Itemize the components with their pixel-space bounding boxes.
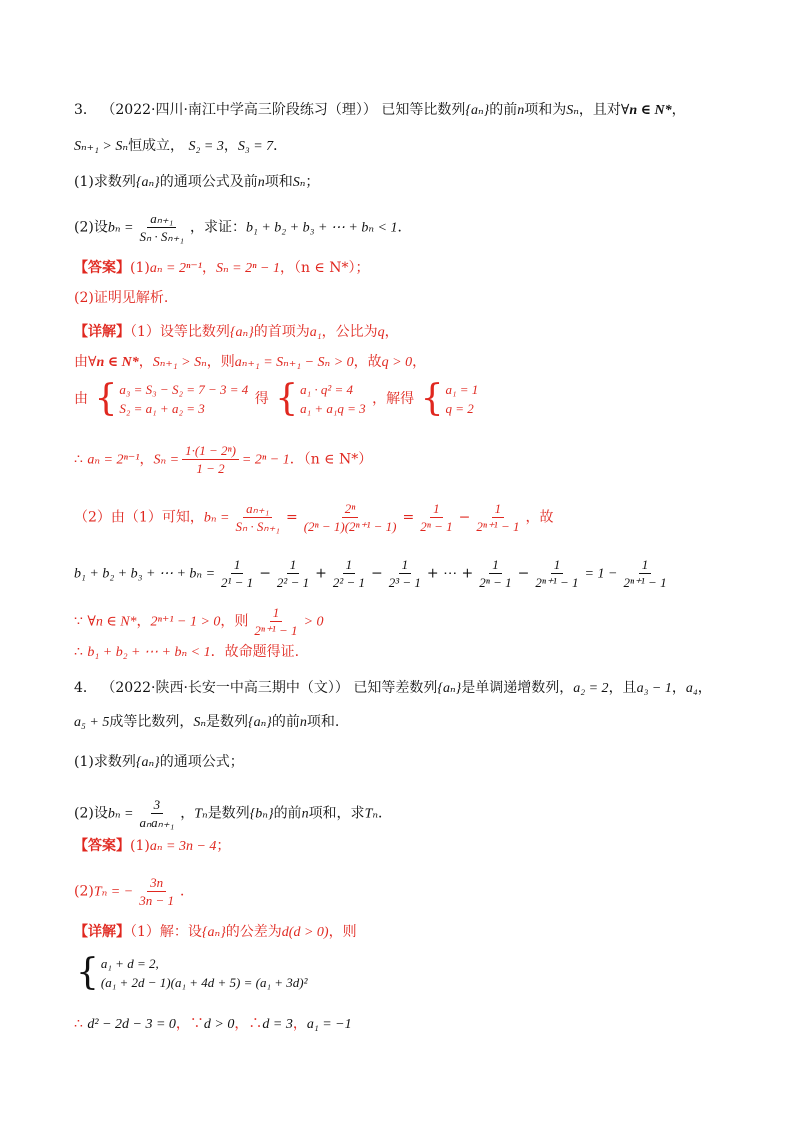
frac <box>473 500 522 535</box>
brace: { <box>76 952 99 993</box>
frac-den: 2² − 1 <box>332 575 365 590</box>
frac-num: aₙ₊₁ <box>147 210 176 228</box>
q3-math: b₁ + b₂ + b₃ + ⋯ + bₙ < 1 <box>245 220 398 236</box>
frac-num: 1 <box>343 556 356 574</box>
frac <box>417 500 455 535</box>
q3-text: ，故 <box>525 509 554 526</box>
q3-text: = <box>285 509 298 526</box>
q3-number: 3． <box>74 102 97 118</box>
q4-part-label: (1) <box>74 754 94 770</box>
sys-row: a₁ + d = 2, <box>100 956 159 971</box>
q3-math: n ∈ N* <box>629 103 672 118</box>
frac-den: 2ⁿ⁺¹ − 1 <box>476 519 520 534</box>
q3-text: ， <box>136 613 151 630</box>
q4-text: 是单调递增数列， <box>461 680 574 696</box>
q3-source: （2022·四川·南江中学高三阶段练习（理）） <box>101 102 377 118</box>
q3-math: = 2ⁿ − 1 <box>241 452 290 468</box>
q4-math: n <box>299 715 307 730</box>
answer-label: 【答案】 <box>74 260 130 276</box>
frac <box>251 604 300 639</box>
q3-text: ， <box>412 354 427 370</box>
q4-number: 4． <box>74 680 97 696</box>
frac <box>532 556 581 591</box>
q4-text: 是数列 <box>206 714 249 730</box>
q4-math: {aₙ} <box>135 755 160 770</box>
q4-text: ， <box>671 680 686 696</box>
q3-detail5 <box>74 500 553 535</box>
q3-text: ．故命题得证. <box>210 644 300 660</box>
q3-detail7 <box>74 604 324 639</box>
q4-bn-fraction <box>136 796 177 831</box>
frac-num: 1 <box>399 556 412 574</box>
q4-source: （2022·陕西·长安一中高三期中（文）） <box>101 680 349 696</box>
answer-label: 【答案】 <box>74 838 130 854</box>
q3-text: 项和为 <box>524 102 567 118</box>
q4-text: ，∴ <box>234 1016 263 1032</box>
sys-row: a₁ · q² = 4 <box>300 382 354 397</box>
frac-den: 2ⁿ⁺¹ − 1 <box>623 575 667 590</box>
q4-math: bₙ = <box>107 806 134 822</box>
q3-math: = 1 − <box>584 566 618 582</box>
q3-stem-line1 <box>74 100 686 121</box>
q3-math: ∀n ∈ N* <box>87 614 137 630</box>
q4-math: d(d > 0) <box>281 925 329 940</box>
because-symbol: ∵ <box>74 613 83 630</box>
q4-answer2 <box>74 874 194 909</box>
q4-text: 项和. <box>306 714 340 730</box>
q4-math: d² − 2d − 3 = 0 <box>87 1017 176 1032</box>
q4-math: Tₙ <box>194 806 208 822</box>
q3-text: ， <box>201 260 216 276</box>
q4-text: 成等比数列， <box>109 714 194 730</box>
q4-text: （1）解：设 <box>130 924 202 940</box>
q3-detail8 <box>74 642 299 663</box>
q4-math: d > 0 <box>203 1017 235 1032</box>
q4-Tn-fraction <box>136 874 177 909</box>
q4-text: ，且 <box>608 680 637 696</box>
q3-text: 的首项为 <box>253 324 310 340</box>
q3-stem-line2 <box>74 136 287 157</box>
q3-math: 2ⁿ⁺¹ − 1 > 0 <box>150 614 221 630</box>
q3-text: = <box>402 509 415 526</box>
q4-text: ． <box>179 883 194 900</box>
q3-math: aₙ = 2ⁿ⁻¹ <box>149 261 202 276</box>
q3-part2 <box>74 210 411 245</box>
q4-math: d = 3 <box>262 1017 293 1032</box>
q3-math: b₁ + b₂ + ⋯ + bₙ < 1 <box>87 645 211 660</box>
q3-math: > 0 <box>303 614 324 630</box>
q3-math: Sₙ = 2ⁿ − 1 <box>215 261 280 276</box>
brace: { <box>420 378 444 419</box>
q3-detail1 <box>74 322 399 343</box>
q3-math: n <box>257 175 265 190</box>
q4-math: {bₙ} <box>249 806 274 822</box>
q3-text: (1) <box>130 260 150 276</box>
q4-math: a₂ = 2 <box>573 681 609 696</box>
therefore-symbol: ∴ <box>74 1016 83 1032</box>
q3-text: + ⋯ + <box>426 565 474 582</box>
q4-text: ， <box>180 805 195 822</box>
frac-num: 3 <box>151 796 164 814</box>
q4-detail1 <box>74 922 357 943</box>
q3-text: ． <box>273 138 288 154</box>
brace: { <box>275 378 299 419</box>
q3-text: ，（n ∈ N*）； <box>279 260 370 276</box>
q4-text: ， <box>697 680 712 696</box>
q4-answer1 <box>74 836 230 857</box>
sys-row: a₁ = 1 <box>445 382 479 397</box>
frac <box>620 556 669 591</box>
frac-den: 2³ − 1 <box>388 575 421 590</box>
q3-text: ，公比为 <box>321 324 378 340</box>
q4-detail2 <box>74 1014 352 1035</box>
q3-math: bₙ = <box>203 510 230 526</box>
q4-text: ． <box>378 805 393 822</box>
q4-text: ，∵ <box>175 1016 204 1032</box>
frac-den: 2ⁿ⁺¹ − 1 <box>254 623 298 638</box>
q3-text: ，求证： <box>189 219 246 236</box>
q3-detail4 <box>74 442 372 477</box>
frac <box>330 556 368 591</box>
frac-num: 1·(1 − 2ⁿ) <box>182 442 239 460</box>
frac-num: aₙ₊₁ <box>243 500 272 518</box>
q3-text: − <box>371 565 383 582</box>
q3-text: ， <box>138 354 153 370</box>
q3-math: q <box>377 325 385 340</box>
frac-den: 1 − 2 <box>196 461 225 476</box>
q3-math: Sₙ₊₁ > Sₙ <box>74 139 129 154</box>
q4-math: Tₙ = − <box>93 884 134 900</box>
q3-math: aₙ = 2ⁿ⁻¹ <box>87 452 140 468</box>
q3-text: ，故 <box>353 354 382 370</box>
q4-part-label: (2) <box>74 805 94 822</box>
q3-math: Sₙ <box>566 103 579 118</box>
sys-row: a₃ = S₃ − S₂ = 7 − 3 = 4 <box>119 382 249 397</box>
q3-answer2 <box>74 288 168 308</box>
q4-math: n <box>301 806 309 822</box>
frac-num: 1 <box>639 556 652 574</box>
q3-part-label: (1) <box>74 174 94 190</box>
q4-text: 的前 <box>273 805 302 822</box>
q4-math: aₙ = 3n − 4 <box>149 839 217 854</box>
q3-text: ， <box>671 102 686 118</box>
q3-text: − <box>517 565 530 582</box>
sys-row: S₂ = a₁ + a₂ = 3 <box>119 401 205 416</box>
frac <box>301 500 400 535</box>
q4-text: (2) <box>74 883 94 900</box>
frac-den: 2ⁿ − 1 <box>479 575 512 590</box>
frac-num: 1 <box>270 604 283 622</box>
q4-stem-line2 <box>74 712 339 733</box>
q4-text: ，则 <box>328 924 357 940</box>
q4-math: a₃ − 1 <box>636 681 672 696</box>
q3-text: 已知等比数列 <box>381 102 466 118</box>
q3-text: ， <box>384 324 399 340</box>
q3-math: Sₙ = <box>153 452 180 468</box>
q4-math: {aₙ} <box>201 925 226 940</box>
q4-math: a₅ + 5 <box>74 715 110 730</box>
q3-math: Sₙ <box>292 175 306 190</box>
q3-text: ， <box>139 451 154 468</box>
q3-math: {aₙ} <box>465 103 490 118</box>
q3-math: S₃ = 7 <box>237 139 274 154</box>
sys-row: q = 2 <box>445 401 474 416</box>
frac-num: 2ⁿ <box>342 500 359 518</box>
q4-text: 的前 <box>271 714 300 730</box>
frac <box>232 500 283 535</box>
q3-text: 的前 <box>489 102 518 118</box>
frac-num: 1 <box>430 500 443 518</box>
q3-text: （1）设等比数列 <box>130 324 230 340</box>
therefore-symbol: ∴ <box>74 451 83 468</box>
q4-text: 求数列 <box>93 754 136 770</box>
q4-equation-system <box>76 954 307 992</box>
q3-text: ． <box>397 219 412 236</box>
q3-text: ； <box>305 174 320 190</box>
detail-label: 【详解】 <box>74 924 130 940</box>
q4-text: 的通项公式； <box>159 754 244 770</box>
q3-text: 的通项公式及前 <box>159 174 258 190</box>
frac-num: 1 <box>489 556 502 574</box>
q3-answer1 <box>74 258 369 279</box>
q4-math: {aₙ} <box>248 715 272 730</box>
q3-text: (2)证明见解析. <box>74 290 169 306</box>
q3-system2 <box>275 380 366 418</box>
q3-telescoping: b₁ + b₂ + b₃ + ⋯ + bₙ = $\frac{1}{\text{2¹ − 1}}$ − $\frac{1}{\text{2² − 1}}$ + $\frac{1}{\text{2² − 1}}$ − $\frac{1}{\text{2³ − 1}}$ + ⋯ + $\frac{1}{\text{2ⁿ − 1}}$ − $\frac{1}{\text{2ⁿ⁺¹ − 1}}$ = 1 − $\frac{1}{\text{2ⁿ⁺¹ − 1}}$ <box>74 556 673 591</box>
frac-den: 2ⁿ − 1 <box>420 519 453 534</box>
frac <box>386 556 424 591</box>
q3-detail2 <box>74 352 426 373</box>
q3-text: 由∀ <box>74 354 97 370</box>
q4-text: 的公差为 <box>225 924 282 940</box>
q3-text: 恒成立， <box>128 138 185 154</box>
q3-Sn-fraction <box>182 442 239 477</box>
q3-text: 求数列 <box>93 174 136 190</box>
q4-part1 <box>74 752 244 773</box>
q3-text: − <box>458 509 471 526</box>
q3-text: − <box>259 565 271 582</box>
q3-text: 得 <box>254 391 269 407</box>
q4-stem-line1 <box>74 678 712 699</box>
q4-math: Sₙ <box>193 715 207 730</box>
detail-label: 【详解】 <box>74 324 130 340</box>
frac-num: 1 <box>231 556 244 574</box>
q3-math: S₂ = 3 <box>188 139 224 154</box>
frac <box>476 556 514 591</box>
q3-math: {aₙ} <box>229 325 254 340</box>
frac <box>218 556 256 591</box>
q3-math: n <box>517 103 525 118</box>
sys-row: a₁ + a₁q = 3 <box>300 401 366 416</box>
q3-math: bₙ = <box>107 220 134 236</box>
frac-num: 1 <box>492 500 505 518</box>
frac-den: 2¹ − 1 <box>221 575 254 590</box>
frac-den: 2² − 1 <box>276 575 310 590</box>
q3-system1 <box>94 380 248 418</box>
q4-part2 <box>74 796 392 831</box>
frac-den: aₙaₙ₊₁ <box>139 815 175 830</box>
q4-math: a₄ <box>685 681 698 696</box>
q4-text: 设 <box>93 805 108 822</box>
frac-num: 1 <box>551 556 564 574</box>
q4-text: ； <box>216 838 231 854</box>
q3-math: aₙ₊₁ = Sₙ₊₁ − Sₙ > 0 <box>234 355 354 370</box>
q3-text: ，解得 <box>372 391 415 407</box>
q4-text: (1) <box>130 838 150 854</box>
q4-math: Tₙ <box>364 806 379 822</box>
sys-row: (a₁ + 2d − 1)(a₁ + 4d + 5) = (a₁ + 3d)² <box>100 975 308 990</box>
frac-den: Sₙ · Sₙ₊₁ <box>235 519 280 534</box>
q3-math: n ∈ N* <box>96 355 139 370</box>
q3-bn-fraction <box>136 210 187 245</box>
frac-den: Sₙ · Sₙ₊₁ <box>139 229 184 244</box>
q3-math: b₁ + b₂ + b₃ + ⋯ + bₙ = <box>74 566 216 582</box>
q3-text: ， <box>223 138 238 154</box>
q3-math: a₁ <box>309 325 322 340</box>
q3-text: ，则 <box>206 354 235 370</box>
q4-text: 是数列 <box>207 805 250 822</box>
frac-den: 3n − 1 <box>139 893 174 908</box>
q3-text: 由 <box>74 391 88 407</box>
q3-math: q > 0 <box>381 355 413 370</box>
q3-math: Sₙ₊₁ > Sₙ <box>152 355 207 370</box>
q3-part-label: (2) <box>74 219 94 236</box>
frac <box>274 556 312 591</box>
frac-num: 1 <box>287 556 300 574</box>
q3-part1 <box>74 172 319 193</box>
q3-text: （2）由（1）可知， <box>74 509 204 526</box>
frac-num: 3n <box>147 874 166 892</box>
q4-text: ， <box>292 1016 307 1032</box>
frac-den: (2ⁿ − 1)(2ⁿ⁺¹ − 1) <box>303 519 397 534</box>
q3-text: ，且对∀ <box>578 102 630 118</box>
q4-math: a₁ = −1 <box>306 1017 352 1032</box>
q3-text: ．（n ∈ N*） <box>289 451 373 468</box>
q4-math: {aₙ} <box>437 681 462 696</box>
q4-system <box>74 954 309 992</box>
q4-text: 已知等差数列 <box>353 680 438 696</box>
q3-text: 设 <box>93 219 108 236</box>
q3-system3 <box>421 380 479 418</box>
brace: { <box>94 378 118 419</box>
q3-math: {aₙ} <box>135 175 160 190</box>
frac-den: 2ⁿ⁺¹ − 1 <box>535 575 579 590</box>
q4-text: 项和，求 <box>308 805 365 822</box>
q3-text: 项和 <box>264 174 293 190</box>
therefore-symbol: ∴ <box>74 644 83 660</box>
q3-text: ，则 <box>220 613 249 630</box>
q3-detail3 <box>74 380 480 418</box>
